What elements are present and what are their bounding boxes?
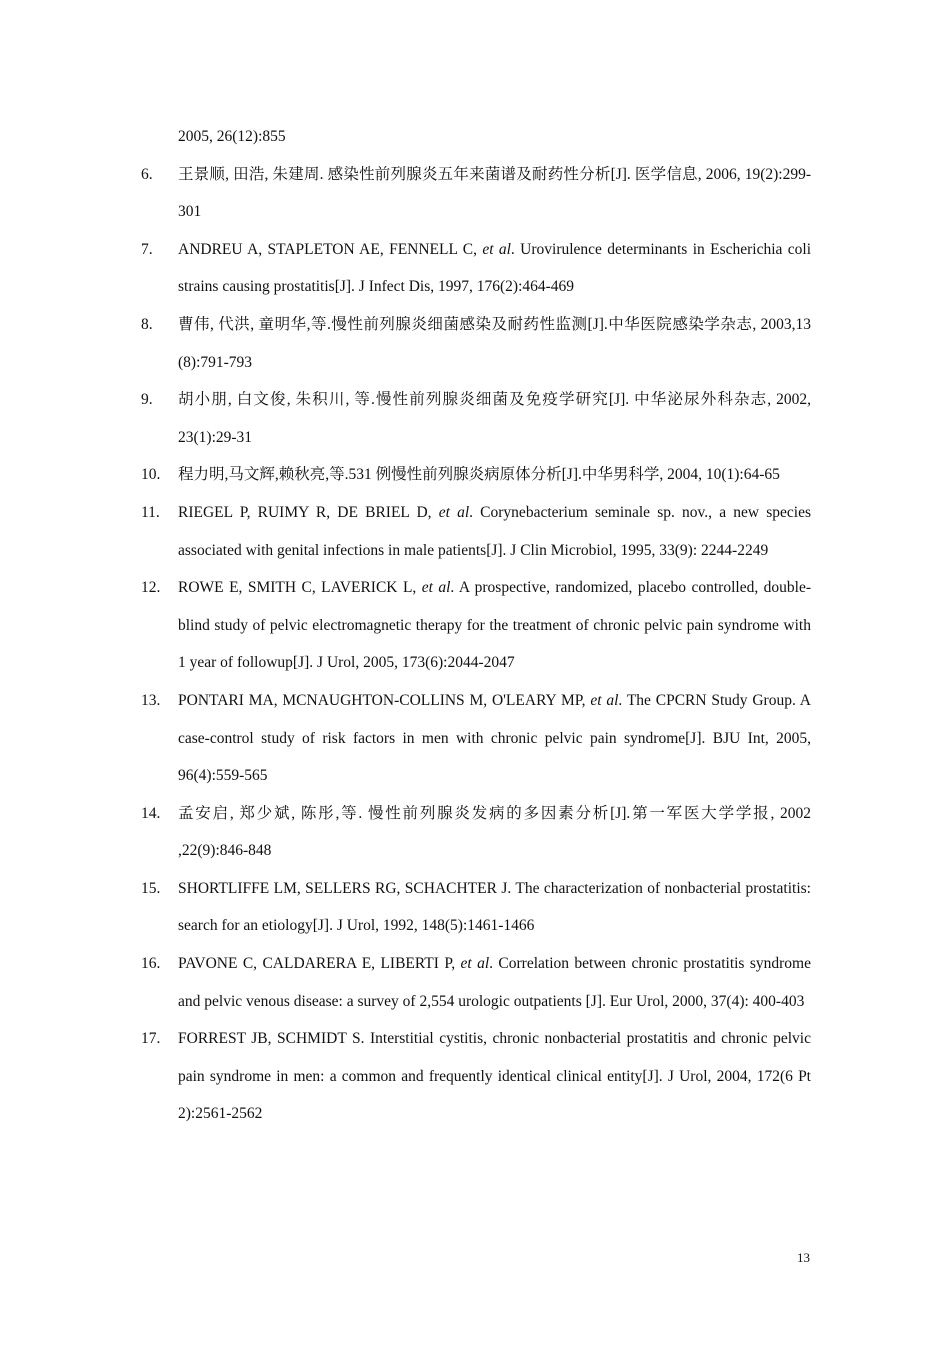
- reference-6: [141, 156, 811, 231]
- et-al-italic: et al: [460, 955, 490, 973]
- reference-16: [141, 945, 811, 1020]
- reference-text: [178, 805, 811, 860]
- reference-text-part: 程力明,马文辉,赖秋亮,等.531 例慢性前列腺炎病原体分析[J].中华男科学, 2004, 10(1):64-65: [178, 466, 780, 484]
- reference-text-part: . Corynebacterium seminale sp. nov., a new species associated with genital infections in male patients[J]. J Clin Microbiol, 1995, 33(9): 2244-2249: [178, 503, 811, 559]
- reference-text: [178, 955, 811, 1010]
- reference-number: 14.: [141, 804, 161, 822]
- reference-text-part: PAVONE C, CALDARERA E, LIBERTI P,: [178, 955, 461, 973]
- et-al-italic: et al: [421, 579, 451, 597]
- et-al-italic: et al: [590, 691, 619, 709]
- reference-8: [141, 306, 811, 381]
- reference-number: 6.: [141, 165, 153, 183]
- reference-text-part: ROWE E, SMITH C, LAVERICK L,: [178, 579, 422, 597]
- reference-text: [178, 504, 811, 559]
- reference-text-part: 王景顺, 田浩, 朱建周. 感染性前列腺炎五年来菌谱及耐药性分析[J]. 医学信息, 2006, 19(2):299-301: [178, 165, 811, 221]
- reference-text: [178, 466, 780, 483]
- reference-text: [178, 880, 811, 935]
- reference-text-part: 孟安启, 郑少斌, 陈彤,等. 慢性前列腺炎发病的多因素分析[J].第一军医大学学报, 2002 ,22(9):846-848: [178, 804, 811, 860]
- reference-text-part: . The CPCRN Study Group. A case-control study of risk factors in men with chronic pelvic pain syndrome[J]. BJU Int, 2005, 96(4):559-565: [178, 691, 811, 785]
- reference-text-part: . Urovirulence determinants in Escherichia coli strains causing prostatitis[J]. J Infect Dis, 1997, 176(2):464-469: [178, 240, 811, 296]
- reference-text: [178, 579, 811, 671]
- reference-number: 8.: [141, 315, 153, 333]
- reference-text: [178, 391, 811, 446]
- reference-text: [178, 692, 811, 784]
- reference-text: [178, 166, 811, 221]
- reference-number: 13.: [141, 691, 161, 709]
- reference-9: [141, 381, 811, 456]
- reference-11: [141, 494, 811, 569]
- reference-text: [178, 241, 811, 296]
- reference-number: 17.: [141, 1030, 161, 1048]
- reference-15: [141, 870, 811, 945]
- reference-10: [141, 456, 811, 494]
- reference-text-part: SHORTLIFFE LM, SELLERS RG, SCHACHTER J. The characterization of nonbacterial prostatitis: search for an etiology[J]. J Urol, 1992, 148(5):1461-1466: [178, 879, 811, 935]
- reference-7: [141, 231, 811, 306]
- reference-number: 11.: [141, 503, 160, 521]
- et-al-italic: et al: [482, 240, 511, 258]
- reference-17: [141, 1020, 811, 1133]
- reference-number: 9.: [141, 391, 153, 409]
- reference-list: [141, 118, 811, 1133]
- reference-text-part: PONTARI MA, MCNAUGHTON-COLLINS M, O'LEARY MP,: [178, 691, 591, 709]
- reference-number: 12.: [141, 579, 161, 597]
- reference-text-part: RIEGEL P, RUIMY R, DE BRIEL D,: [178, 503, 439, 521]
- reference-12: [141, 569, 811, 682]
- reference-text-part: ANDREU A, STAPLETON AE, FENNELL C,: [178, 240, 483, 258]
- reference-number: 7.: [141, 240, 153, 258]
- reference-number: 15.: [141, 879, 161, 897]
- reference-text-part: . Correlation between chronic prostatitis syndrome and pelvic venous disease: a survey of 2,554 urologic outpatients [J]. Eur Urol, 2000, 37(4): 400-403: [178, 955, 811, 1010]
- reference-text-part: 胡小朋, 白文俊, 朱积川, 等.慢性前列腺炎细菌及免疫学研究[J]. 中华泌尿外科杂志, 2002, 23(1):29-31: [178, 391, 811, 446]
- reference-continuation-text: 2005, 26(12):855: [178, 128, 286, 145]
- et-al-italic: et al: [438, 503, 470, 521]
- reference-text: [178, 316, 811, 371]
- reference-text: [178, 1030, 811, 1122]
- reference-text-part: 曹伟, 代洪, 童明华,等.慢性前列腺炎细菌感染及耐药性监测[J].中华医院感染学杂志, 2003,13 (8):791-793: [178, 315, 811, 371]
- reference-number: 10.: [141, 466, 161, 484]
- reference-number: 16.: [141, 955, 161, 973]
- reference-14: [141, 795, 811, 870]
- reference-continuation: [141, 118, 811, 156]
- reference-text-part: FORREST JB, SCHMIDT S. Interstitial cystitis, chronic nonbacterial prostatitis and chronic pelvic pain syndrome in men: a common and frequently identical clinical entity[J]. J Urol, 2004, 172(6 Pt 2):2561-2562: [178, 1030, 811, 1123]
- reference-text-part: . A prospective, randomized, placebo controlled, double-blind study of pelvic electromagnetic therapy for the treatment of chronic pelvic pain syndrome with 1 year of followup[J]. J Urol, 2005, 173(6):2044-2047: [178, 579, 811, 672]
- page-number: 13: [797, 1250, 810, 1265]
- reference-13: [141, 682, 811, 795]
